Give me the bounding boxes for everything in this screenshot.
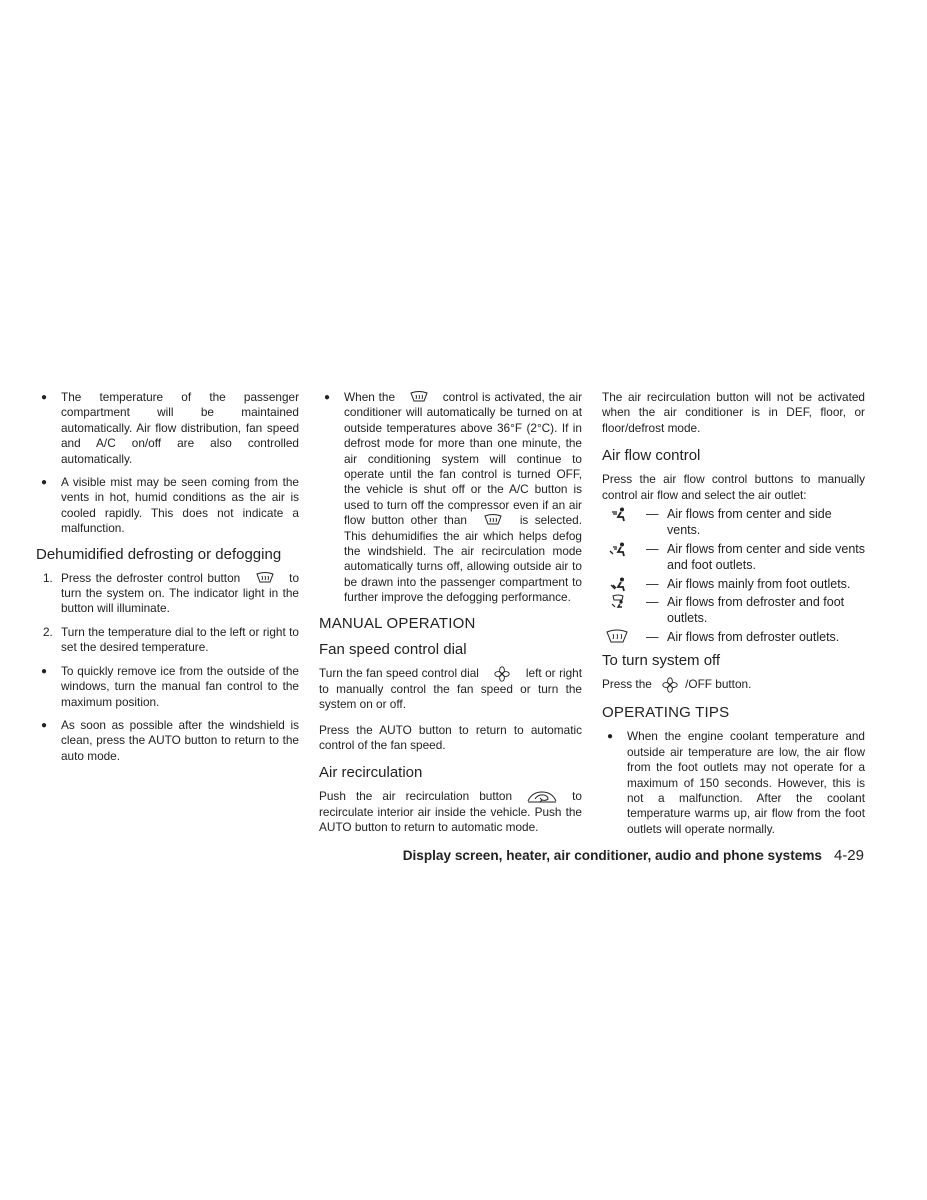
section-title: Display screen, heater, air conditioner, audio and phone systems <box>402 848 822 863</box>
airflow-text: Air flows from center and side vents. <box>667 507 832 538</box>
dash: — <box>646 507 659 522</box>
page-number: 4-29 <box>833 847 864 864</box>
heading-air-flow: Air flow control <box>602 447 701 465</box>
paragraph-fan <box>319 666 582 713</box>
vent-face-icon <box>604 506 630 522</box>
bullet-list-top <box>36 390 299 537</box>
paragraph-turn-off <box>602 677 865 693</box>
defrost-icon <box>399 390 439 405</box>
vent-bilevel-icon <box>604 541 630 557</box>
list-item <box>602 541 865 574</box>
defrost-icon <box>604 629 630 645</box>
step-text-cont: to turn the system on. The indicator light in the button will illuminate. <box>61 570 300 616</box>
paragraph-fan-auto: Press the AUTO button to return to automatic control of the fan speed. <box>319 722 582 752</box>
heading-air-recirculation: Air recirculation <box>319 764 423 782</box>
airflow-text: Air flows mainly from foot outlets. <box>667 576 851 591</box>
step-2 <box>36 625 299 656</box>
step-text: Turn the temperature dial to the left or right to set the desired temperature. <box>61 624 299 655</box>
tips-list <box>602 729 865 837</box>
list-item: ● When the engine coolant temperature and outside air temperature are low, the air flow from the foot outlets may not operate for a maximum of 150 seconds. However, this is not a malfunction. After the coolant temperature warms up, air flow from the foot outlets will operate normally. <box>602 729 865 837</box>
vent-foot-icon <box>604 576 630 592</box>
list-item <box>602 576 865 592</box>
text-segment: /OFF button. <box>685 677 752 692</box>
step-1 <box>36 571 299 617</box>
heading-manual-operation: MANUAL OPERATION <box>319 614 476 632</box>
page-footer <box>0 847 864 864</box>
paragraph-recirc <box>319 789 582 835</box>
list-item <box>602 594 865 627</box>
step-number: 1. <box>43 570 53 585</box>
list-item: ● To quickly remove ice from the outside of the windows, turn the manual fan control to the maximum position. <box>36 664 299 710</box>
text-segment: is selected. This dehumidifies the air which helps defog the windshield. The air recirculation mode automatically turns off, allowing outside air to be drawn into the passenger compartment to further improve the defogging performance. <box>344 513 582 605</box>
list-item: ● A visible mist may be seen coming from the vents in hot, humid conditions as the air is cooled rapidly. This does not indicate a malfunction. <box>36 475 299 537</box>
paragraph-recirc-note: The air recirculation button will not be activated when the air conditioner is in DEF, floor, or floor/defrost mode. <box>602 390 865 435</box>
bullet-list-defrost <box>319 390 582 606</box>
step-number: 2. <box>43 624 53 639</box>
text-segment: Turn the fan speed control dial <box>319 665 479 680</box>
heading-fan-speed: Fan speed control dial <box>319 640 467 658</box>
fan-icon <box>655 677 685 693</box>
heading-operating-tips: OPERATING TIPS <box>602 704 730 722</box>
recirculation-icon <box>522 789 562 804</box>
list-item <box>319 390 582 606</box>
heading-defog: Dehumidified defrosting or defogging <box>36 545 282 563</box>
airflow-text: Air flows from center and side vents and foot outlets. <box>667 541 865 573</box>
airflow-list <box>602 506 865 645</box>
airflow-text: Air flows from defroster outlets. <box>667 629 840 644</box>
list-item <box>602 629 865 645</box>
column-left <box>36 390 299 772</box>
defrost-icon <box>473 513 513 528</box>
dash: — <box>646 576 659 591</box>
text-segment: Press the <box>602 677 652 692</box>
dash: — <box>646 629 659 644</box>
fan-icon <box>482 666 522 682</box>
column-middle <box>319 390 582 846</box>
text-segment: control is activated, the air conditioner will automatically be turned on at outside temperatures above 36°F (2°C). If in defrost mode for more than one minute, the air conditioning system will continue to operate until the fan control is turned OFF, the vehicle is shut off or the A/C button is used to turn off the compressor even if an air flow button other than <box>344 390 583 528</box>
text-segment: left or right to manually control the fan speed or turn the system on or off. <box>319 665 583 712</box>
list-item: ● As soon as possible after the windshield is clean, press the AUTO button to return to the auto mode. <box>36 718 299 764</box>
airflow-text: Air flows from defroster and foot outlets. <box>667 595 845 626</box>
column-right <box>602 390 865 845</box>
paragraph-airflow-intro: Press the air flow control buttons to manually control air flow and select the air outlet: <box>602 472 865 502</box>
vent-foot-defrost-icon <box>604 594 630 610</box>
heading-turn-off: To turn system off <box>602 652 721 670</box>
text-segment: When the <box>344 390 396 404</box>
dash: — <box>646 541 659 556</box>
steps-list <box>36 571 299 656</box>
bullet-list-bottom <box>36 664 299 764</box>
step-text: Press the defroster control button <box>61 570 241 585</box>
dash: — <box>646 595 659 610</box>
text-segment: Push the air recirculation button <box>319 789 513 804</box>
list-item <box>602 506 865 539</box>
text-segment: to recirculate interior air inside the vehicle. Push the AUTO button to return to automatic mode. <box>319 789 582 835</box>
defrost-icon <box>245 571 285 586</box>
list-item: ● The temperature of the passenger compartment will be maintained automatically. Air flow distribution, fan speed and A/C on/off are also controlled automatically. <box>36 390 299 467</box>
